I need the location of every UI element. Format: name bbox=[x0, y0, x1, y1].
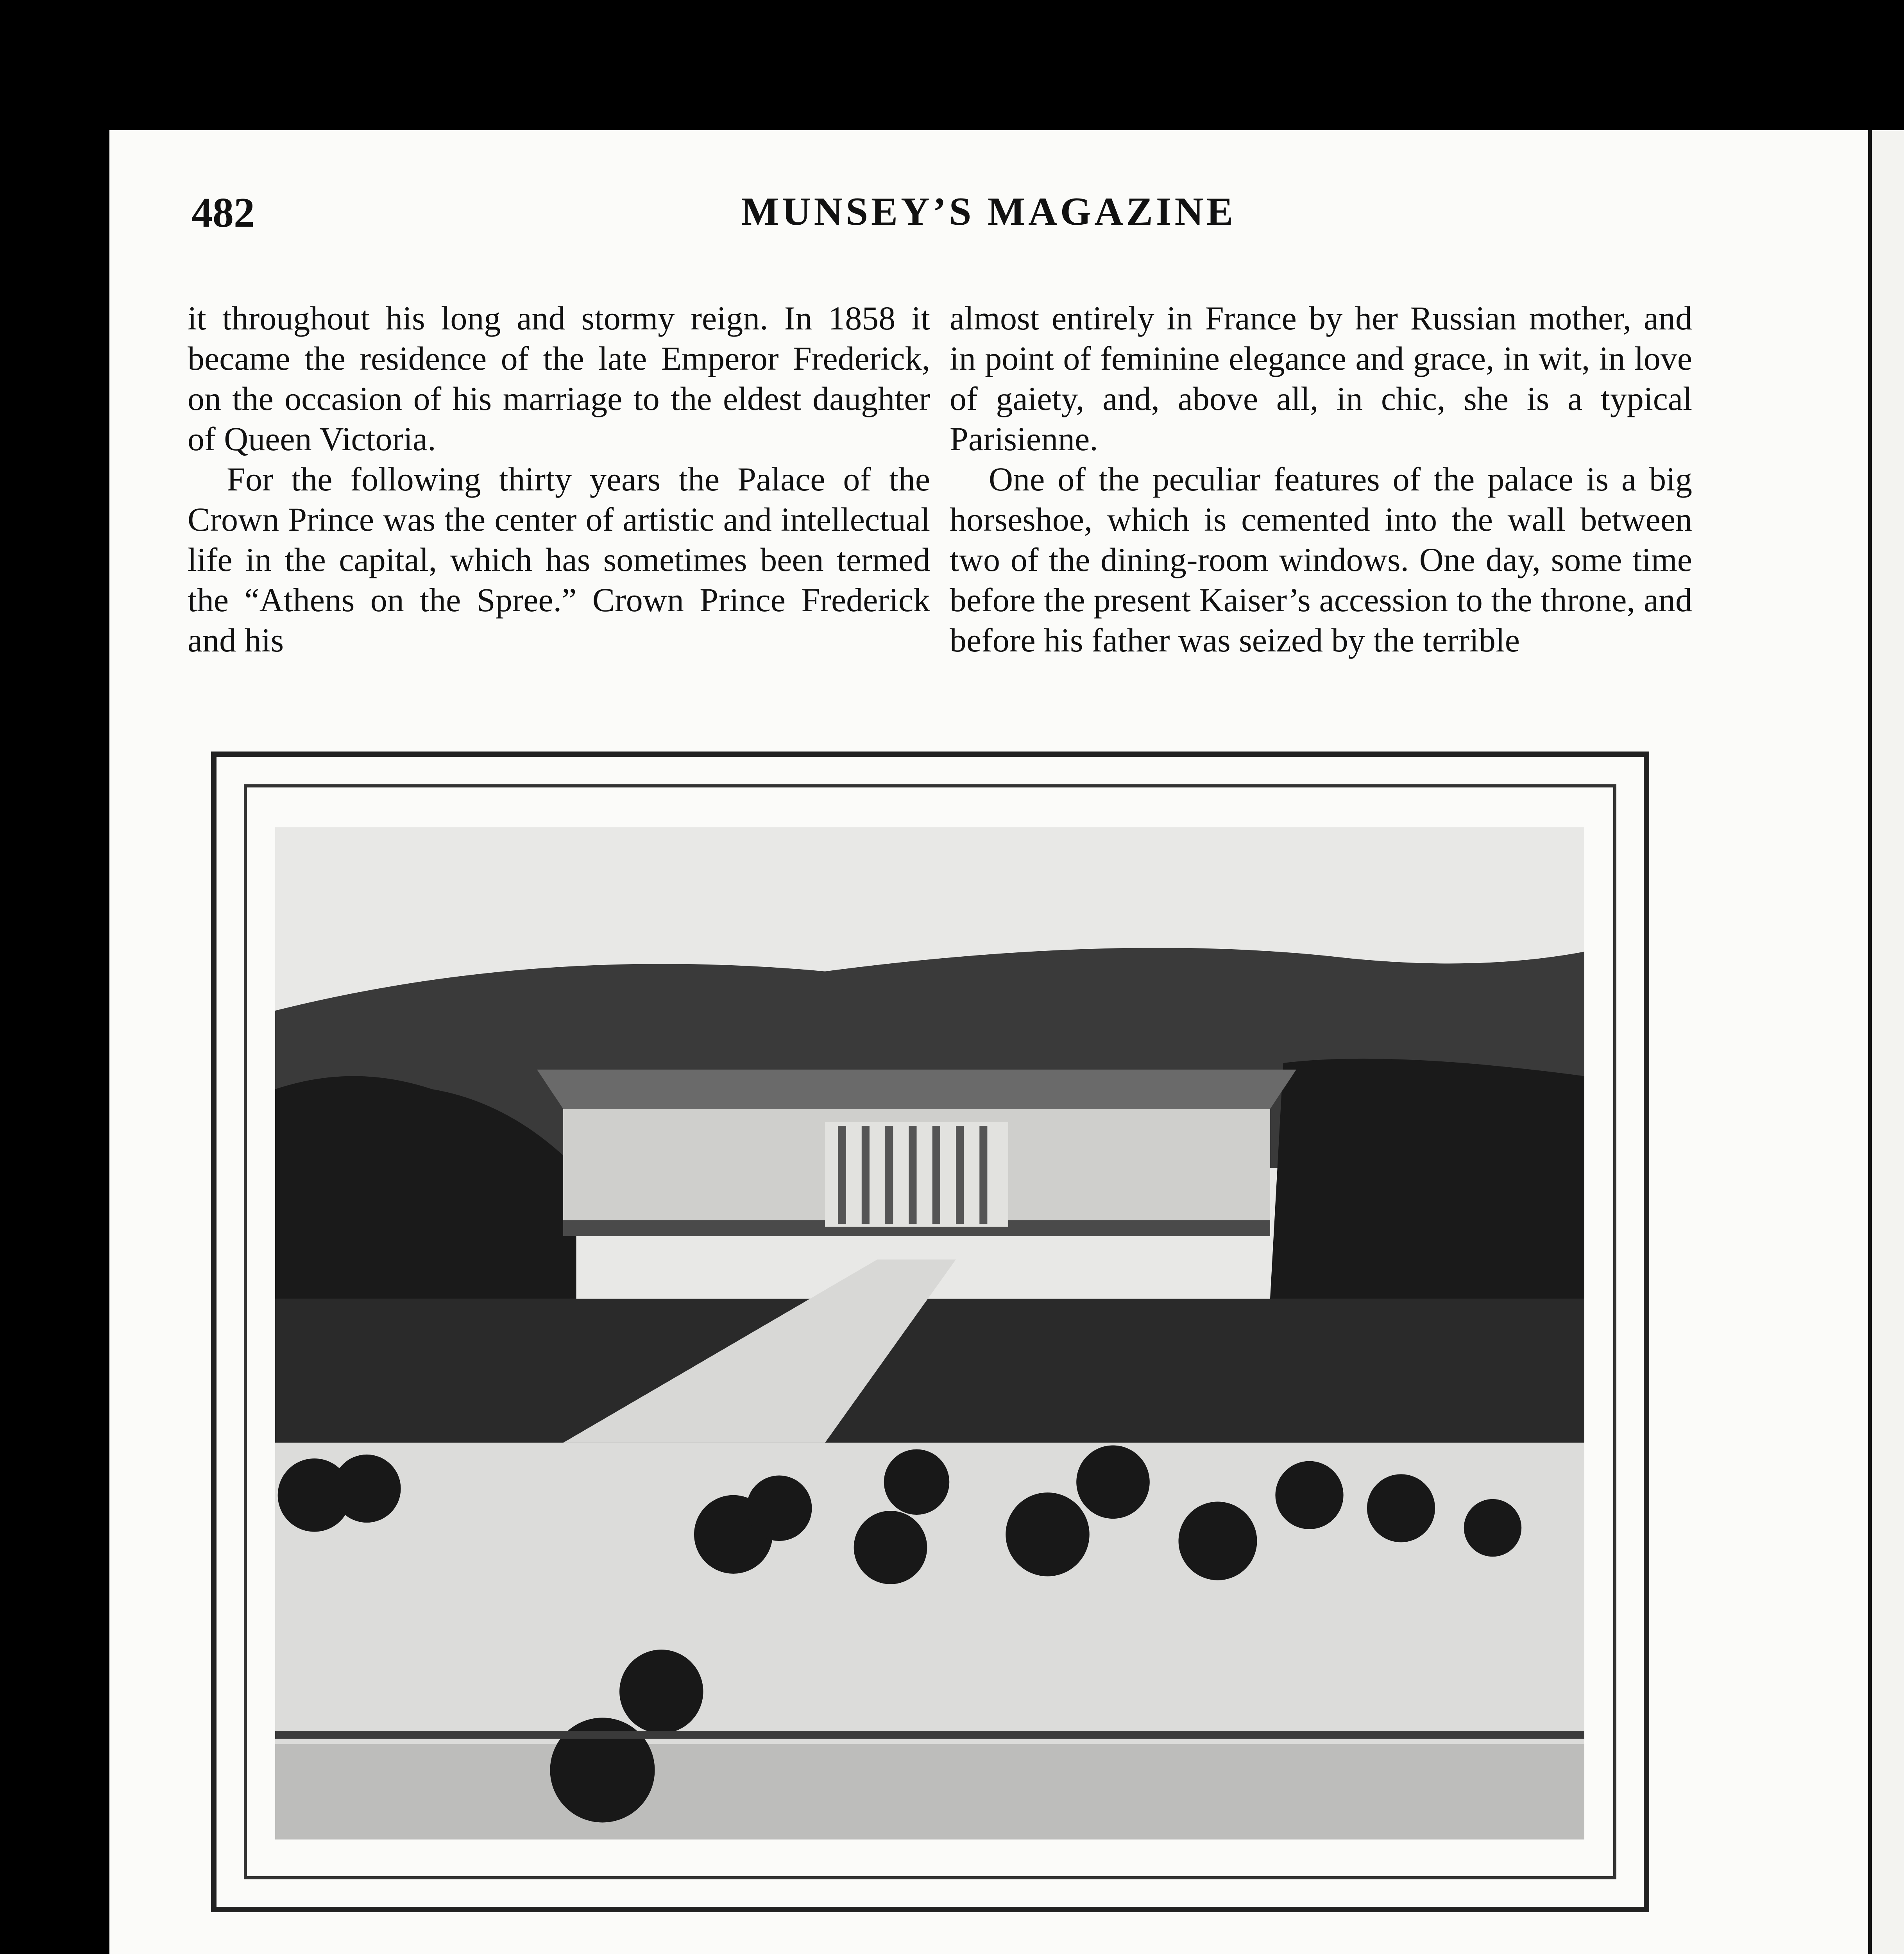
column-top-right bbox=[950, 298, 1692, 660]
page-header bbox=[109, 189, 1868, 251]
page-number: 482 bbox=[191, 190, 255, 236]
photo-figure bbox=[211, 752, 1649, 1912]
paragraph: almost entirely in France by her Russian mother, and in point of feminine elegance and grace, in wit, in love of gaiety, and, above all, in chic, she is a typical Parisienne. bbox=[950, 299, 1692, 458]
column-top-left bbox=[188, 298, 930, 660]
paragraph: it throughout his long and stormy reign. In 1858 it became the residence of the late Emperor Frederick, on the occasion of his marriage to the eldest daughter of Queen Victoria. bbox=[188, 299, 930, 458]
running-head: MUNSEY’S MAGAZINE bbox=[741, 190, 1237, 234]
magazine-page bbox=[109, 130, 1868, 1954]
adjacent-page-edge bbox=[1864, 130, 1904, 1954]
palace-photograph bbox=[275, 827, 1584, 1839]
paragraph: One of the peculiar features of the palace is a big horseshoe, which is cemented into the wall between two of the dining-room windows. One day, some time before the present Kaiser’s accession to the throne, and before his father was seized by the terrible bbox=[950, 460, 1692, 659]
paragraph: For the following thirty years the Palace of the Crown Prince was the center of artistic and intellectual life in the capital, which has sometimes been termed the “Athens on the Spree.” Crown Prince Frederick and his bbox=[188, 460, 930, 659]
